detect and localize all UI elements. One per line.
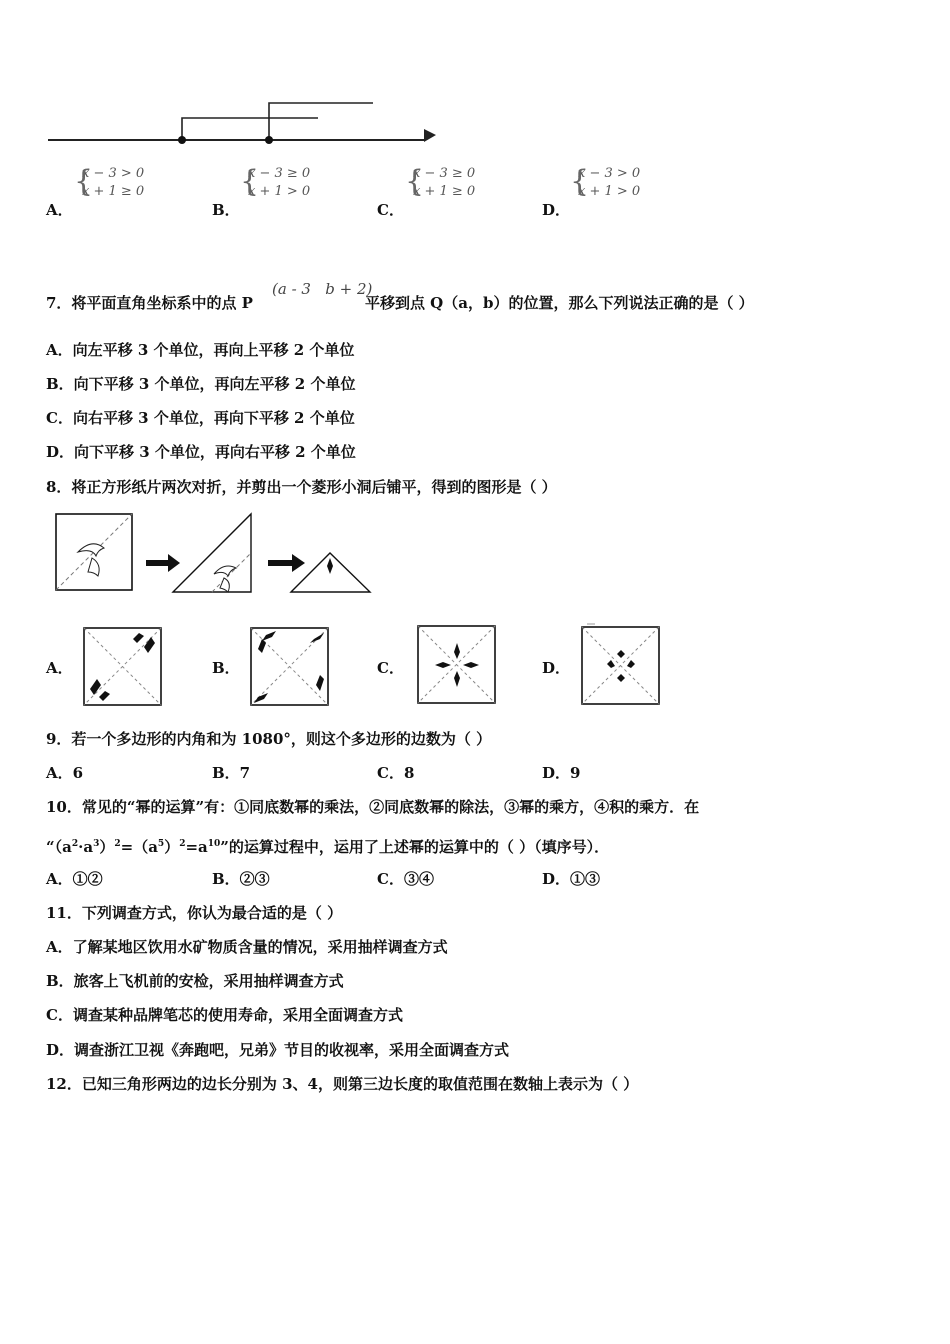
q7-option-c[interactable]: C．向右平移 3 个单位，再向下平移 2 个单位: [46, 409, 355, 427]
q10-stem-line1: 10．常见的“幂的运算”有：①同底数幂的乘法，②同底数幂的除法，③幂的乘方，④积的乘方．在: [46, 798, 700, 816]
q8-option-b-figure[interactable]: [250, 627, 330, 707]
q7-option-b[interactable]: B．向下平移 3 个单位，再向左平移 2 个单位: [46, 375, 356, 393]
q9-option-c[interactable]: C．8: [377, 764, 415, 782]
q8-option-d-figure[interactable]: [581, 624, 661, 706]
q9-stem: 9．若一个多边形的内角和为 1080°，则这个多边形的边数为（ ）: [46, 730, 492, 748]
q9-option-a[interactable]: A．6: [46, 764, 84, 782]
inequality-system: { x − 3 > 0 x + 1 ≥ 0: [74, 164, 145, 199]
point-p-coordinates: (a - 3 b + 2): [272, 280, 373, 298]
q10-stem-line2: “$(a^2\cdot a^3)^2=(a^5)^2=a^{10}$”的运算过程中，运用了上述幂的运算中的（ ）（填序号）．: [46, 838, 610, 856]
q11-option-d[interactable]: D．调查浙江卫视《奔跑吧，兄弟》节目的收视率，采用全面调查方式: [46, 1041, 510, 1059]
q8-stem: 8．将正方形纸片两次对折，并剪出一个菱形小洞后铺平，得到的图形是（ ）: [46, 478, 557, 496]
q8-option-c-label[interactable]: C．: [377, 659, 404, 677]
q7-option-a[interactable]: A．向左平移 3 个单位，再向上平移 2 个单位: [46, 341, 355, 359]
q11-option-a[interactable]: A．了解某地区饮用水矿物质含量的情况，采用抽样调查方式: [46, 938, 448, 956]
q11-stem: 11．下列调查方式，你认为最合适的是（ ）: [46, 904, 343, 922]
q7-stem: 7．将平面直角坐标系中的点 P 平移到点 Q（a，b）的位置，那么下列说法正确的是（ ）: [46, 294, 754, 312]
q10-option-a[interactable]: A．①②: [46, 870, 103, 888]
q8-option-a-figure[interactable]: [83, 627, 163, 707]
q7-option-d[interactable]: D．向下平移 3 个单位，再向右平移 2 个单位: [46, 443, 356, 461]
q11-option-c[interactable]: C．调查某种品牌笔芯的使用寿命，采用全面调查方式: [46, 1006, 403, 1024]
inequality-system: { x − 3 ≥ 0 x + 1 ≥ 0: [405, 164, 476, 199]
q9-option-b[interactable]: B．7: [212, 764, 251, 782]
q8-option-b-label[interactable]: B．: [212, 659, 240, 677]
inequality-system: { x − 3 > 0 x + 1 > 0: [570, 164, 641, 199]
inequality-system: { x − 3 ≥ 0 x + 1 > 0: [240, 164, 311, 199]
q10-option-b[interactable]: B．②③: [212, 870, 270, 888]
folding-process-figure: [0, 508, 950, 608]
q12-stem: 12．已知三角形两边的边长分别为 3、4，则第三边长度的取值范围在数轴上表示为（ ）: [46, 1075, 639, 1093]
q8-option-a-label[interactable]: A．: [46, 659, 73, 677]
q10-option-d[interactable]: D．①③: [542, 870, 601, 888]
q10-option-c[interactable]: C．③④: [377, 870, 434, 888]
q9-option-d[interactable]: D．9: [542, 764, 581, 782]
number-line-figure: [0, 0, 950, 160]
q8-option-d-label[interactable]: D．: [542, 659, 571, 677]
q8-option-c-figure[interactable]: [417, 625, 497, 705]
q11-option-b[interactable]: B．旅客上飞机前的安检，采用抽样调查方式: [46, 972, 344, 990]
